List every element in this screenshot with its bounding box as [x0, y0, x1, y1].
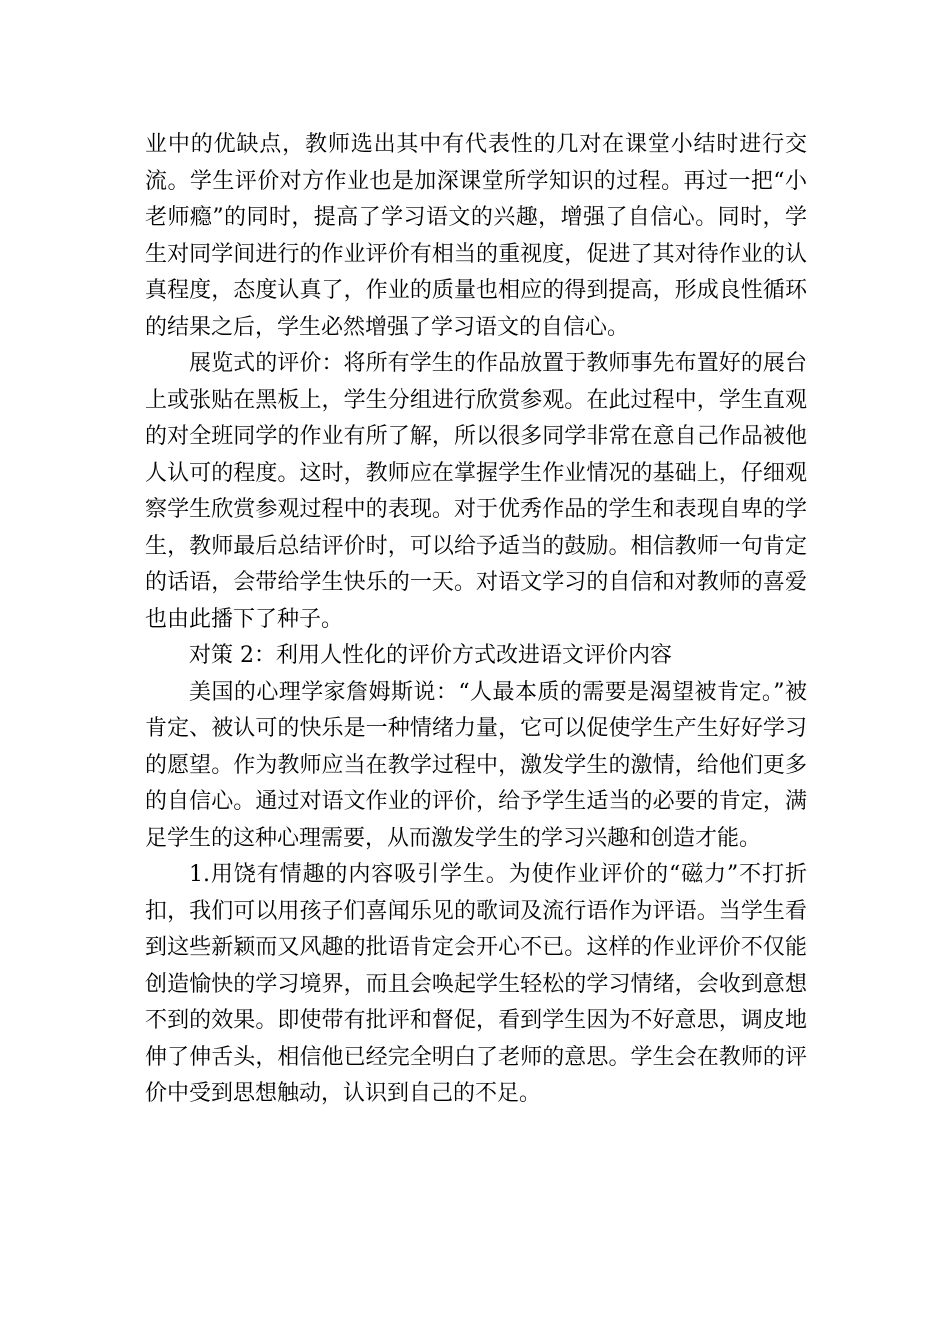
paragraph-exhibition-evaluation: 展览式的评价：将所有学生的作品放置于教师事先布置好的展台上或张贴在黑板上，学生分组进行欣赏参观。在此过程中，学生直观的对全班同学的作业有所了解，所以很多同学非常在意自己作品被他人认可的程度。这时，教师应在掌握学生作业情况的基础上，仔细观察学生欣赏参观过程中的表现。对于优秀作品的学生和表现自卑的学生，教师最后总结评价时，可以给予适当的鼓励。相信教师一句肯定的话语，会带给学生快乐的一天。对语文学习的自信和对教师的喜爱也由此播下了种子。	[145, 351, 807, 632]
section-heading-strategy-2: 对策 2：利用人性化的评价方式改进语文评价内容	[189, 643, 672, 668]
document-page	[145, 127, 807, 1113]
paragraph-peer-evaluation-continued: 业中的优缺点，教师选出其中有代表性的几对在课堂小结时进行交流。学生评价对方作业也是加深课堂所学知识的过程。再过一把“小老师瘾”的同时，提高了学习语文的兴趣，增强了自信心。同时，学生对同学间进行的作业评价有相当的重视度，促进了其对待作业的认真程度，态度认真了，作业的质量也相应的得到提高，形成良性循环的结果之后，学生必然增强了学习语文的自信心。	[145, 132, 807, 340]
paragraph-point-1: 1.用饶有情趣的内容吸引学生。为使作业评价的“磁力”不打折扣，我们可以用孩子们喜闻乐见的歌词及流行语作为评语。当学生看到这些新颖而又风趣的批语肯定会开心不已。这样的作业评价不仅能创造愉快的学习境界，而且会唤起学生轻松的学习情绪，会收到意想不到的效果。即使带有批评和督促，看到学生因为不好意思，调皮地伸了伸舌头，相信他已经完全明白了老师的意思。学生会在教师的评价中受到思想触动，认识到自己的不足。	[145, 862, 807, 1106]
paragraph-james-quote: 美国的心理学家詹姆斯说：“人最本质的需要是渴望被肯定。”被肯定、被认可的快乐是一种情绪力量，它可以促使学生产生好好学习的愿望。作为教师应当在教学过程中，激发学生的激情，给他们更多的自信心。通过对语文作业的评价，给予学生适当的必要的肯定，满足学生的这种心理需要，从而激发学生的学习兴趣和创造才能。	[145, 679, 807, 851]
